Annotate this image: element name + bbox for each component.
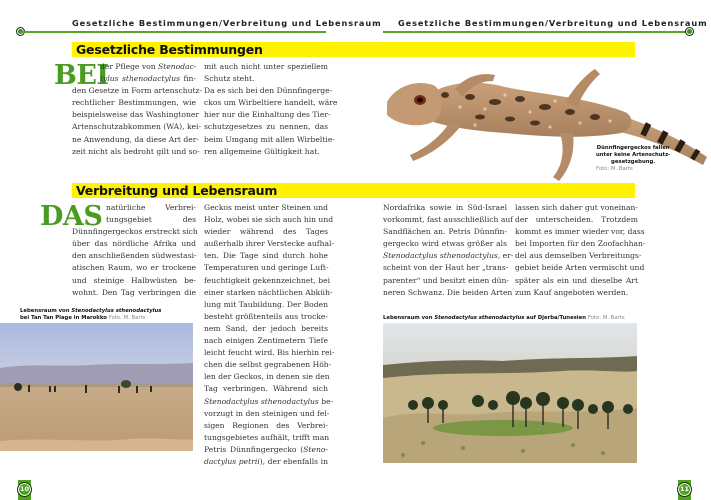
photo-credit: Foto: M. Barts <box>108 315 146 321</box>
section-title-legal: Gesetzliche Bestimmungen <box>76 42 263 57</box>
text-line: Stenodactylus sthenodactylus be- <box>204 396 334 406</box>
text-line: tungsgebietes aufhält, trifft man <box>204 432 330 442</box>
text-line: len der Geckos, in denen sie den <box>204 372 330 382</box>
text-line: dactylus petrii), der ebenfalls in <box>204 456 328 466</box>
text-line: parenter“ und besitzt einen dün- <box>383 275 509 285</box>
text-line: außerhalb ihrer Verstecke aufhal- <box>204 239 334 249</box>
text-line: und steinige Halbwüsten be- <box>72 275 196 285</box>
text-line: über das nördliche Afrika und <box>72 239 196 249</box>
legal-column-1: der Pflege von Stenodac- tylus sthenodactylus fin- den Gesetze in Form artenschutz- rechtlicher Bestimmungen, wie beispielsweise das Washingtoner Artenschutzabkommen (WA), kei- ne Anwendung, da diese Art der- zeit nicht als bedroht gilt und so- <box>72 61 196 158</box>
left-header-rule <box>20 31 326 33</box>
text-line: vorzugt in den steinigen und fel- <box>204 408 330 418</box>
distribution-column-1: natürliche Verbrei- tungsgebiet des Dünnfingergeckos erstreckt sich über das nördliche Afrika und den anschließenden südwestasi- atischen Raum, wo er trockene und steinige Halbwüsten be- wohnt. Den Tag verbringen die <box>72 202 196 299</box>
text-line: Temperaturen und geringe Luft- <box>204 263 329 273</box>
page-number-right <box>678 480 691 500</box>
text-line: sigen Regionen des Verbrei- <box>204 420 328 430</box>
text-line: zum Kauf angeboten werden. <box>515 287 629 297</box>
text-line: gebiet beide Arten vermischt und <box>515 263 645 273</box>
text-line: del aus demselben Verbreitungs- <box>515 251 642 261</box>
text-line: Da es sich bei den Dünnfingerge- <box>204 86 333 96</box>
right-header-bullet-icon <box>685 27 694 36</box>
gecko-caption: Dünnfingergeckos fallen unter keine Artenschutz- gesetzgebung. Foto: M. Barts <box>596 145 671 172</box>
distribution-column-2 <box>204 202 335 468</box>
text-line: scheint von der Haut her „trans- <box>383 263 509 273</box>
photo-left-caption: Lebensraum von Stenodactylus sthenodactylus bei Tan Tan Plage in Marokko Foto: M. Barts <box>20 308 162 321</box>
text-line: gergecko wird etwas größer als <box>383 239 507 249</box>
text-line: lung mit Taubildung. Der Boden <box>204 299 328 309</box>
text-line: schutzgesetzes zu nennen, das <box>204 122 328 132</box>
text-line: Artenschutzabkommen (WA), kei- <box>72 122 202 132</box>
text-line: wieder während des Tages <box>204 227 328 237</box>
text-line: beispielsweise das Washingtoner <box>72 110 199 120</box>
text-line: den anschließenden südwestasi- <box>72 251 197 261</box>
text-line: später als ein und dieselbe Art <box>515 275 638 285</box>
text-line: ren allgemeine Gültigkeit hat. <box>204 146 320 156</box>
text-line: einer starken nächtlichen Abküh- <box>204 287 333 297</box>
dropcap: DAS <box>40 201 103 232</box>
text-line: nach einigen Zentimetern Tiefe <box>204 336 328 346</box>
text-line: neren Schwanz. Die beiden Arten <box>383 287 513 297</box>
page-number-badge-icon: 11 <box>677 482 692 497</box>
text-line: chen die selbst gegrabenen Höh- <box>204 360 332 370</box>
text-line: Dünnfingergeckos erstreckt sich <box>72 227 198 237</box>
text-line: den Gesetze in Form artenschutz- <box>72 86 203 96</box>
text-line: mit auch nicht unter speziellem <box>204 62 328 71</box>
text-line: ne Anwendung, da diese Art der- <box>72 134 199 144</box>
text-line: Tag verbringen. Während sich <box>204 384 328 394</box>
legal-column-2 <box>204 61 338 158</box>
text-line: Sandflächen an. Petris Dünnfin- <box>383 227 507 237</box>
page-number-left <box>18 480 31 500</box>
text-line: leicht feucht wird. Bis hierhin rei- <box>204 348 335 358</box>
text-line: Holz, wobei sie sich auch hin und <box>204 215 334 225</box>
text-line: beim Umgang mit allen Wirbeltie- <box>204 134 335 144</box>
habitat-photo-djerba <box>383 323 637 463</box>
text-line: Geckos meist unter Steinen und <box>204 203 328 212</box>
right-header-rule <box>383 31 690 33</box>
photo-right-caption: Lebensraum von Stenodactylus sthenodactylus auf Djerba/Tunesien Foto: M. Barts <box>383 315 625 321</box>
text-line: nem Sand, der jedoch bereits <box>204 323 328 333</box>
photo-credit: Foto: M. Barts <box>587 315 625 321</box>
text-line: zeit nicht als bedroht gilt und so- <box>72 146 200 156</box>
text-line: hier nur die Einhaltung des Tier- <box>204 110 331 120</box>
text-line: kommt es immer wieder vor, dass <box>515 227 645 237</box>
text-line: Stenodactylus sthenodactylus, er- <box>383 251 514 261</box>
text-line: wohnt. Den Tag verbringen die <box>72 287 196 297</box>
distribution-column-3 <box>383 202 514 299</box>
text-line: bei Importen für den Zoofachhan- <box>515 239 646 249</box>
text-line: feuchtigkeit gekennzeichnet, bei <box>204 275 331 285</box>
text-line: lassen sich daher gut voneinan- <box>515 203 638 212</box>
right-running-head: Gesetzliche Bestimmungen/Verbreitung und Lebensraum <box>398 18 708 28</box>
distribution-column-4 <box>515 202 646 299</box>
text-line: ten. Die Tage sind durch hohe <box>204 251 328 261</box>
text-line: Petris Dünnfingergecko (Steno- <box>204 444 328 454</box>
text-line: Nordafrika sowie in Süd-Israel <box>383 203 507 212</box>
text-line: ckos um Wirbeltiere handelt, wäre <box>204 98 338 108</box>
dropcap: BEI <box>54 60 109 91</box>
section-title-distribution: Verbreitung und Lebensraum <box>76 183 278 198</box>
text-line: besteht größtenteils aus trocke- <box>204 311 328 321</box>
left-running-head: Gesetzliche Bestimmungen/Verbreitung und Lebensraum <box>72 18 382 28</box>
text-line: vorkommt, fast ausschließlich auf <box>383 215 514 225</box>
text-line: Schutz steht. <box>204 74 255 84</box>
text-line: atischen Raum, wo er trockene <box>72 263 196 273</box>
text-line: der unterscheiden. Trotzdem <box>515 215 638 225</box>
habitat-photo-morocco <box>0 323 193 451</box>
text-line: rechtlicher Bestimmungen, wie <box>72 98 196 108</box>
photo-credit: Foto: M. Barts <box>596 166 633 172</box>
page-number-badge-icon: 10 <box>17 482 32 497</box>
